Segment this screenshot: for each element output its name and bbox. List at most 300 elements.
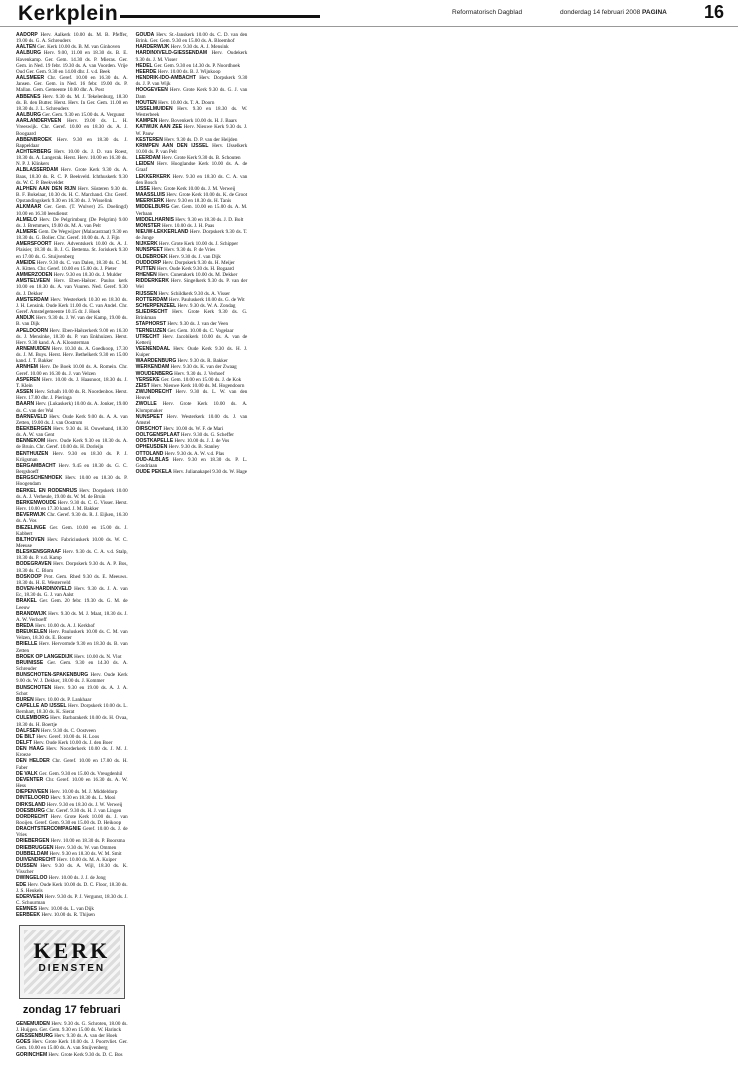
- listing-text: Herv. Adventskerk 10.00 ds. A. J. Plaisier, 18.30 ds. B. J. G. Bettema. St. Joriskerk 9.30 en 17.00 ds. G. Stuijvenberg: [16, 241, 128, 260]
- listing-entry: [136, 174, 248, 186]
- listing-place: LEIDEN: [135, 161, 154, 168]
- listing-place: RIJSSEN: [135, 290, 158, 297]
- listing-place: BREUKELEN: [16, 629, 48, 636]
- listing-text: Herv. Dorpskerk 9.30 ds. T. de Jonge: [135, 229, 248, 242]
- listing-place: BEEKBERGEN: [16, 426, 52, 432]
- listing-place: ALBLASSERDAM: [16, 167, 58, 174]
- listing-place: KRIMPEN AAN DEN IJSSEL: [135, 142, 209, 149]
- listing-entry: [136, 309, 248, 321]
- listing-place: GENEMUIDEN: [16, 1020, 50, 1027]
- listing-text: Herv. 9.30 ds. J. W. van der Kamp, 19.00 ds. B. van Dijk: [16, 315, 128, 328]
- listing-place: EERBEEK: [16, 912, 41, 919]
- listing-place: GOUDA: [135, 32, 155, 38]
- listing-text: Ger. Gem. 9.30 en 15.00 ds. Vreugdenhil: [38, 770, 123, 777]
- listing-text: Herv. Oudekerk 9.30 ds. J. M. Visser: [135, 50, 248, 63]
- listing-place: BUNSCHOTEN-SPAKENBURG: [16, 672, 89, 679]
- listing-place: DALFSEN: [16, 727, 40, 734]
- listing-text: Herv. Oude Kerk 10.00 ds. D. C. Floor, 18.30 ds. J. S. Heukels: [16, 881, 128, 894]
- listing-place: DE VALK: [16, 770, 38, 777]
- listing-text: Herv. 9.30 en 18.30 ds. H. Tanis: [165, 198, 232, 205]
- listing-text: Herv. 9.30 ds. K. van der Zwaag: [170, 364, 237, 371]
- listing-place: BIEZELINGE: [16, 524, 47, 531]
- listing-entry: [16, 586, 128, 598]
- listing-text: Herv. Westerkerk 10.00 ds. J. van Amstel: [135, 413, 248, 426]
- listing-entry: [16, 315, 128, 327]
- section-title: Kerkplein: [18, 2, 119, 25]
- listing-place: WAARDENBURG: [135, 358, 177, 365]
- listing-text: Herv. 9.30 en 18.30 ds. W. M. Smit: [49, 850, 122, 857]
- listing-place: MAASSLUIS: [135, 192, 166, 199]
- listing-entry: [16, 537, 128, 549]
- listing-text: Herv. 9.30 ds. H. Ouwehand, 18.30 ds. A. W. van Gent: [16, 426, 128, 439]
- page-header: [0, 0, 738, 27]
- listing-place: BERGSCHENHOEK: [16, 475, 63, 482]
- listing-place: OLDEBROEK: [135, 253, 168, 260]
- listing-entry: [136, 32, 248, 44]
- listing-text: Herv. Hooglandse Kerk 10.00 ds. A. de Graaf: [135, 161, 248, 174]
- listing-place: CULEMBORG: [16, 715, 49, 722]
- listing-text: Herv. Oude Kerk 9.00 ds. A. A. van Zetten, 19.00 ds. J. van Oostrum: [16, 413, 128, 426]
- listing-text: Herv. 9.30 ds. L. W. van den Heuvel: [135, 389, 248, 402]
- listing-text: Herv. IJsselkerk 10.00 ds. P. van Pelt: [135, 142, 248, 155]
- listing-place: RHENEN: [135, 272, 157, 279]
- listing-entry: [16, 118, 128, 136]
- listing-text: Herv. 9.30 ds. B. Stanley: [168, 444, 220, 451]
- listing-entry: [16, 451, 128, 463]
- listing-entry: [16, 1021, 128, 1033]
- listing-text: Herv. Nieuwe Kerk 9.30 ds. J. W. Pauw: [135, 124, 248, 137]
- listing-place: BOSKOOP: [16, 573, 42, 580]
- kerkdiensten-logo-block: [16, 921, 128, 1017]
- listing-text: Herv. 9.30 ds. D. P. van der Heijden: [164, 136, 238, 143]
- listing-place: DORDRECHT: [16, 813, 48, 820]
- listing-place: ARNHEM: [16, 364, 38, 371]
- listing-place: BEVERWIJK: [16, 512, 46, 519]
- listing-entry: [136, 106, 248, 118]
- listing-text: Herv. Grote Kerk 10.00 ds. K. de Groot: [166, 192, 248, 199]
- listing-place: WERKENDAM: [135, 364, 170, 371]
- listing-text: Herv. 9.30 ds. G. Scheffer: [180, 432, 234, 439]
- listing-entry: [16, 260, 128, 272]
- listing-place: ARNEMUIDEN: [16, 345, 50, 352]
- listing-text: Herv. 10.00 ds. W. F. de Mari: [163, 426, 224, 432]
- listing-text: Herv. Fabriciuskerk 10.00 ds. W. C. Meeuse: [16, 536, 128, 549]
- listing-entry: [136, 389, 248, 401]
- listing-text: Herv. Jacobikerk 10.00 ds. A. van de Ketterij: [135, 333, 248, 346]
- listing-place: AMMERZODEN: [16, 272, 53, 279]
- listing-place: MIDDELBURG: [135, 204, 170, 211]
- listing-place: EDE: [16, 881, 27, 888]
- listing-entry: [16, 204, 128, 216]
- listing-text: Herv. Barbarakerk 10.00 ds. H. Ovaa, 18.30 ds. H. Boertje: [16, 715, 128, 728]
- listing-place: BROEK OP LANGEDIJK: [16, 653, 73, 660]
- listing-entry: [16, 641, 128, 653]
- listing-place: DIRKSLAND: [16, 801, 46, 808]
- listing-entry: [16, 377, 128, 389]
- listing-entry: [16, 50, 128, 75]
- listing-entry: [136, 457, 248, 469]
- listing-text: Herv. 9.30 ds. W. van Ommen: [54, 844, 117, 851]
- listing-entry: [136, 143, 248, 155]
- listing-entry: [16, 149, 128, 167]
- listing-entry: [16, 629, 128, 641]
- listing-entry: [16, 297, 128, 315]
- listing-text: Herv. Oude Kerk 9.30 ds. H. J. Kuiper: [135, 345, 248, 359]
- listing-text: Herv. Dorpskerk 10.00 ds. A. J. Verheule, 19.00 ds. W. M. de Bruin: [16, 487, 128, 500]
- listing-text: Chr. Geref. 9.30 ds. R. J. Eijken, 16.30 ds. A. Vos: [16, 512, 128, 525]
- listing-entry: [16, 475, 128, 487]
- listing-text: Herv. 10.00 ds. N. Vlot: [74, 653, 122, 660]
- listing-place: AMEIDE: [16, 259, 36, 266]
- listing-place: BARNEVELD: [16, 413, 48, 420]
- listing-place: TERNEUZEN: [135, 327, 167, 334]
- listing-text: Herv. 9.30 en 18.30 ds. P. J. Kriigsman: [16, 450, 128, 463]
- listing-text: Herv. 10.00 ds. M. J. Middeldorp: [49, 789, 118, 796]
- listing-place: ROTTERDAM: [135, 296, 168, 303]
- listing-text: Herv. Hervormde 9.30 en 18.30 ds. B. van Zetten: [16, 641, 128, 654]
- listing-place: BERKEL EN RODENRIJS: [16, 487, 78, 494]
- listing-place: NUNSPEET: [135, 413, 163, 420]
- listing-entry: [16, 75, 128, 93]
- listing-text: Herv. 9.30 ds. G. Schroten, 18.00 ds. J. Huijgen. Ger. Gem. 9.30 en 15.00 ds. W. Harinck: [16, 1020, 128, 1033]
- listing-entry: [16, 611, 128, 623]
- listing-entry: [16, 217, 128, 229]
- listing-entry: [16, 574, 128, 586]
- listing-text: Herv. 10.00 ds. J. D. van Roest, 18.30 ds. A. Langerak. Herst. Herv. 10.00 en 16.30 ds. N. P. J. Klinkers: [16, 148, 128, 168]
- listing-place: LEERDAM: [135, 155, 161, 162]
- listing-place: HOOGEVEEN: [135, 87, 168, 94]
- listing-text: Herv. 9.30 ds. M. J. Tekelenburg, 18.30 ds. B. den Butter. Herst. Herv. In Ger. Gem. 11.00 en 18.30 ds. J. L. Schreuders: [16, 93, 128, 112]
- listing-place: BENNEKOM: [16, 438, 46, 445]
- listing-place: BRAKEL: [16, 598, 37, 605]
- listing-place: OPHEUSDEN: [135, 444, 168, 451]
- listing-text: Herv. 9.30 en 18.30 ds. J. Mulder: [53, 272, 122, 279]
- listing-text: Herv. 9.30 ds. C. G. Visser. Herst. Herv. 10.00 en 17.30 kand. J. M. Bakker: [16, 499, 128, 513]
- listing-place: DOESBURG: [16, 807, 45, 814]
- listing-entry: [16, 278, 128, 296]
- listing-place: OTTOLAND: [135, 450, 164, 457]
- listing-place: DIEPENVEEN: [16, 789, 49, 796]
- listing-entry: [16, 525, 128, 537]
- listing-place: DE BILT: [16, 733, 36, 740]
- listing-place: ALMERE: [16, 229, 38, 235]
- page-word: PAGINA: [642, 9, 667, 16]
- listing-text: Herv. Geref. 10.00 ds. H. Loos: [36, 733, 100, 740]
- listing-entry: [16, 1039, 128, 1051]
- listing-place: DRIEBERGEN: [16, 838, 50, 845]
- listing-text: Herv. 9.30 ds. J. A. van Ec, 18.30 ds. G. J. van Aalst: [16, 586, 128, 599]
- listing-text: Herv. 10.00 ds. P. Lankhaar: [35, 696, 92, 703]
- listing-place: OOLTGENSPLAAT: [135, 432, 180, 439]
- listing-place: AMSTELVEEN: [16, 278, 50, 285]
- listing-place: ALKMAAR: [16, 204, 42, 211]
- listing-entry: [136, 278, 248, 290]
- listing-place: NIEUW-LEKKERLAND: [135, 229, 189, 235]
- service-date: zondag 17 februari: [22, 1003, 121, 1016]
- listing-text: Herv. 10.00 ds. B. J. Wijnkoop: [157, 68, 221, 75]
- listing-entry: [16, 463, 128, 475]
- listing-entry: [16, 863, 128, 875]
- listing-text: Herv. De Boek 10.00 ds. A. Romein. Chr. Geref. 10.00 en 16.30 ds. J. van Velzen: [16, 364, 128, 377]
- listing-place: GOES: [16, 1039, 31, 1046]
- listing-place: AMERSFOORT: [16, 241, 52, 248]
- listing-place: AALBURG: [16, 112, 41, 119]
- listing-entry: [16, 137, 128, 149]
- logo-line2: DIENSTEN: [38, 962, 106, 974]
- listing-place: YERSEKE: [135, 376, 160, 383]
- listing-place: BREDA: [16, 623, 34, 629]
- listing-place: NIJKERK: [135, 241, 158, 248]
- listing-place: DEN HELDER: [16, 758, 50, 765]
- listing-entry: [16, 758, 128, 770]
- listing-text: Herv. Grote Kerk 10.00 ds. J. M. Verweij: [151, 185, 236, 192]
- listing-text: Herv. 10.00 en 18.30 ds. P. Hoogendam: [16, 475, 128, 488]
- listing-text: Herv. 9.30 ds. C. A. v.d. Stalp, 18.30 ds. P. v.d. Kamp: [16, 549, 128, 562]
- listing-text: Herv. Dorpskerk 9.30 ds. J. P. van Wijk: [135, 75, 248, 88]
- listing-entry: [16, 229, 128, 241]
- listing-text: Herv. Cunerakerk 10.00 ds. M. Dekker: [158, 272, 238, 279]
- listing-place: ZEIST: [135, 382, 150, 389]
- listing-text: Herv. 19.00 ds. L. H. Vreeswijk. Chr. Geref. 10.00 en 18.30 ds. A. J. Boogaard: [16, 118, 128, 137]
- listing-place: SLIEDRECHT: [135, 309, 168, 316]
- listing-text: Herv. 10.30 ds. A. Goedkoop, 17.30 ds. J. M. Buys. Herst. Herv. Bethelkerk 9.30 en 15.00 kand. J. T. Bakker: [16, 345, 128, 365]
- listing-text: Herv. 9.30 ds. J. van Dijk: [168, 253, 221, 260]
- listing-entry: [16, 746, 128, 758]
- listing-place: BRUINISSE: [16, 659, 44, 666]
- listing-text: Chr. Geref. 10.00 en 17.00 ds. H. Faber: [16, 758, 128, 771]
- listing-text: Herv. Schalh 10.00 ds. R. Noordenbos. Herst. Herv. 17.00 dhr. J. Pieringa: [16, 389, 128, 402]
- listing-place: AALSMEER: [16, 75, 45, 82]
- listing-place: OUD-ALBLAS: [135, 456, 169, 463]
- listing-text: Gem. De Wegwijzer (Malacastraat) 9.30 en 18.30 ds. G. Bolier. Chr. Geref. 10.00 ds. A. J. Fijn: [16, 229, 128, 242]
- date-label: donderdag 14 februari 2008: [560, 9, 641, 16]
- listing-place: ZWIJNDRECHT: [135, 389, 173, 396]
- listing-place: DEN HAAG: [16, 746, 44, 753]
- listing-place: LEKKERKERK: [135, 173, 171, 180]
- listing-place: ALMELO: [16, 216, 38, 223]
- listing-text: Herv. Nieuwe Kerk 10.00 ds. M. Hogendoorn: [151, 382, 245, 389]
- listing-entry: [16, 685, 128, 697]
- listing-place: BUREN: [16, 696, 34, 703]
- listing-text: Ger. Gem. 10.00 en 15.00 ds. J. Kabbert: [16, 524, 128, 537]
- publication-name: Reformatorisch Dagblad: [452, 9, 523, 16]
- listing-text: Herv. Singelkerk 9.30 ds. P. van der Wel: [135, 278, 248, 291]
- listing-text: Herv. Grote Kerk 9.30 ds. A. Baas, 18.30 ds. R. C. P. Beekveld. Ichthuskerk 9.30 ds. W. C. P. Beekveldet: [16, 167, 128, 186]
- listing-text: Herv. 9.30 ds. A. van der Hoek: [54, 1033, 118, 1040]
- listing-text: Herv. 9.30 en 18.30 ds. J. D. Bolt: [175, 216, 244, 223]
- listing-place: AARLANDERVEEN: [16, 118, 62, 125]
- listing-place: MEERKERK: [135, 198, 165, 205]
- listing-text: Herv. Grote Kerk 10.00 ds. J. Schipper: [158, 241, 239, 248]
- listing-place: DINTELOORD: [16, 795, 50, 802]
- listing-entry: [16, 882, 128, 894]
- listing-entry: [16, 894, 128, 906]
- listing-place: HEERDE: [135, 68, 157, 75]
- listing-text: Herv. 10.00 ds. J. H. Paas: [161, 222, 215, 229]
- listing-text: Herv. 9.30 ds. A. W. v.d. Plas: [164, 450, 225, 457]
- listing-text: Herv. 10.00 ds. J. J. de Jong: [48, 875, 106, 882]
- listing-place: AMSTERDAM: [16, 296, 49, 303]
- listing-entry: [16, 438, 128, 450]
- listing-text: Herv. 9.45 en 18.30 ds. G. C. Bergshoeff: [16, 462, 128, 476]
- listing-text: Prot. Gem. Rhed 9.30 ds. E. Meeuws. 18.30 ds. H. E. Westerveld: [16, 573, 128, 586]
- listing-place: UTRECHT: [135, 333, 160, 340]
- listing-entry: [16, 389, 128, 401]
- listing-text: Herv. Grote Kerk 10.00 ds. J. Poortvliet. Ger. Gem. 10.00 en 15.00 ds. A. van Stuijvenberg: [16, 1039, 128, 1052]
- listing-place: DUSSEN: [16, 863, 37, 870]
- listing-entry: [16, 512, 128, 524]
- listing-entry: [16, 426, 128, 438]
- listing-entry: [16, 598, 128, 610]
- listing-entry: [136, 124, 248, 136]
- listing-entry: [16, 703, 128, 715]
- listing-place: AALBURG: [16, 50, 41, 57]
- listing-place: ABBENES: [16, 93, 41, 100]
- listing-place: KESTEREN: [135, 136, 163, 143]
- listing-entry: [16, 167, 128, 185]
- listing-place: BERKENWOUDE: [16, 499, 57, 506]
- listing-place: OUDE PEKELA: [135, 469, 172, 476]
- listing-place: MONSTER: [135, 222, 161, 229]
- listing-place: ANDIJK: [16, 315, 35, 322]
- listing-text: Herv. 9.30 ds. W. A. Zondag: [177, 302, 236, 309]
- listing-text: Ger. Gem. 10.00 en 15.00 ds. A. M. Verbaan: [135, 204, 248, 217]
- listing-text: Herv. Oude Kerk 9.00 ds. W. J. Dekker, 18.00 ds. J. Kommer: [16, 672, 128, 685]
- listing-text: Herv. Pauluskerk 10.00 ds. C. M. van Velzen, 18.30 ds. E. Bouter: [16, 629, 128, 642]
- listing-place: GORINCHEM: [16, 1051, 48, 1058]
- listing-entry: [16, 401, 128, 413]
- listing-place: RIDDERKERK: [135, 278, 169, 285]
- listing-place: EEMNES: [16, 906, 38, 913]
- listing-text: Ger. Gem. 9.30 en 15.00 ds. A. Vergunst: [42, 112, 125, 119]
- listing-entry: [16, 32, 128, 44]
- listing-place: ABBENBROEK: [16, 136, 52, 143]
- listing-entry: [136, 229, 248, 241]
- listing-text: Herv. 9.30 ds. P. de Vries: [164, 247, 216, 254]
- listing-text: Herv. Dorpskerk 9.30 ds. A. P. Bos, 18.30 ds. C. Blom: [16, 561, 128, 574]
- listing-text: Herv. Eben-Haëzerkerk 9.00 en 16.30 ds. J. Mensinke, 18.30 ds. P. van Enkhuizen. Herst. Herv. 9.30 kand. A. A. Kloosterman: [16, 327, 128, 346]
- listing-text: Herv. Aalkerk 10.00 ds. M. B. Pfeffer, 19.00 ds. G. A. Schreuders: [16, 32, 128, 45]
- listing-text: Herv. 9.30 ds. R. Bakker: [177, 358, 228, 365]
- listing-place: BRIELLE: [16, 641, 38, 648]
- listing-place: BOVEN-HARDINXVELD: [16, 586, 72, 593]
- listing-entry: [16, 826, 128, 838]
- listing-text: Herv. 10.00 ds. R. Thijsen: [41, 912, 95, 919]
- listing-place: HEDEL: [135, 62, 153, 69]
- listing-text: Ger. Gem. 9.30 en 14.30 ds. P. Noordhoek: [153, 62, 241, 69]
- listing-place: OUDDORP: [135, 259, 162, 266]
- listing-text: Herv. 9.30 ds. J. Verhoef: [174, 370, 225, 377]
- listing-place: DUBBELDAM: [16, 850, 49, 857]
- listing-text: Geref. 10.00 ds. J. de Vries: [16, 826, 128, 839]
- listing-place: DEVENTER: [16, 776, 44, 783]
- listing-entry: [136, 334, 248, 346]
- listing-place: HARDINXVELD-GIESSENDAM: [135, 50, 208, 57]
- listing-entry: [136, 346, 248, 358]
- listing-place: ALPHEN AAN DEN RIJN: [16, 185, 76, 192]
- issue-date: [560, 9, 667, 16]
- listing-place: CAPELLE AD IJSSEL: [16, 703, 67, 710]
- listing-text: Herv. Oude Kerk 10.00 ds. J. den Boer: [33, 739, 113, 746]
- listing-text: Herv. Dorpskerk 9.30 ds. H. Meijer: [162, 259, 235, 266]
- listing-place: BLESKENSGRAAF: [16, 549, 62, 556]
- listing-place: DELFT: [16, 739, 33, 746]
- listing-text: Herv. Eben-Haëzer. Paulus kerk 10.00 en 18.30 ds. A. van Vuuren. Ned. Geref. 9.30 ds. J. Dekker: [16, 278, 128, 297]
- listing-entry: [16, 561, 128, 573]
- listing-entry: [16, 549, 128, 561]
- listing-text: Ger. Gem. 10.00 ds. C. Vogelaar: [167, 327, 234, 334]
- listing-place: SCHERPENZEEL: [135, 302, 177, 309]
- listing-text: Herv. 9.30 en 19.00 ds. A. J. A. Schot: [16, 684, 128, 697]
- listing-text: Herv. 9.30 ds. M. J. Maat, 18.30 ds. J. A. W. Verhoeff: [16, 610, 128, 623]
- listing-place: BILTHOVEN: [16, 536, 45, 543]
- listing-text: Herv. 10.00 ds. A. J. Kerkhof: [35, 623, 95, 629]
- listing-text: Herv. Westerkerk 10.30 en 18.30 ds. J. H. Lensink. Oude Kerk 11.00 ds. C. van Andel. Chr. Geref. Amstelgemeente 10.15 dr. J. Hoek: [16, 296, 128, 316]
- listing-place: STAPHORST: [135, 321, 167, 328]
- listing-text: Herv. Noorderkerk 10.00 ds. J. M. J. Kroeze: [16, 746, 128, 759]
- listing-entry: [136, 469, 248, 475]
- listing-place: KATWIJK AAN ZEE: [135, 124, 183, 131]
- listing-place: AALTEN: [16, 44, 36, 51]
- listing-place: ACHTERBERG: [16, 148, 52, 155]
- listing-place: BENTHUIZEN: [16, 450, 49, 457]
- listing-text: Herv. 9.30 ds. A. J. Mensink: [170, 44, 229, 51]
- listing-text: Herv. 9.00, 11.00 en 18.30 ds. B. E. Havenkamp. Ger. Gem. 14.30 ds. P. Mieras. Ger. Gem. in Ned. 19 febr. 19.30 ds. A. van Voorden. Vrije Oud Ger. Gem. 9.30 en 14.00 dhr. J. v.d. Beek: [16, 50, 128, 75]
- listing-text: Chr. Geref. 9.30 ds. H. J. van Lingen: [46, 807, 122, 814]
- listing-place: DRIEBRUGGEN: [16, 844, 54, 851]
- listing-text: Herv. Oude Kerk 9.30 ds. H. Bogaard: [156, 265, 234, 272]
- listing-entry: [16, 346, 128, 364]
- listing-text: Ger. Gem. 20 febr. 19.30 ds. G. M. de Leeuw: [16, 598, 128, 611]
- listing-text: Herv. 9.30 en 18.30 ds. L. Mooi: [50, 795, 116, 802]
- listing-place: IJSSELMUIDEN: [135, 105, 173, 112]
- listing-place: DWINGELOO: [16, 875, 48, 882]
- listing-text: Herv. Bovenkerk 10.00 ds. H. J. Baars: [158, 118, 237, 125]
- listing-place: GIESSENBURG: [16, 1033, 53, 1040]
- listing-place: BUNSCHOTEN: [16, 684, 52, 691]
- listing-place: KAMPEN: [135, 118, 158, 125]
- listing-text: Herv. Julianakapel 9.30 ds. W. Hage: [173, 469, 247, 476]
- listing-place: ASSEN: [16, 389, 34, 396]
- listing-text: Herv. 9.30 ds. J. van der Veen: [167, 321, 229, 328]
- listing-entry: [136, 414, 248, 426]
- listing-text: Ger. Kerk 10.00 ds. B. M. van Ginhoven: [37, 44, 121, 51]
- listing-text: Herv. 9.30 ds. C. Oostveen: [40, 727, 96, 734]
- listing-text: Herv. Grote Kerk 10.00 ds. A. Klompmaker: [135, 401, 248, 414]
- listing-place: EDERVEEN: [16, 893, 44, 900]
- listing-entry: [16, 488, 128, 500]
- listing-entry: [16, 660, 128, 672]
- listing-text: Herv. 10.00 ds. T. A. Doorn: [158, 99, 215, 106]
- listing-place: BRANDWIJK: [16, 610, 47, 617]
- listing-text: Ger. Gem. (T. Wulver) 25. Doelingd) 10.00 en 16.30 leesdienst: [16, 204, 128, 217]
- listing-place: DRACHTSTERCOMPAGNIE: [16, 826, 81, 833]
- listing-text: Herv. Grote Kerk 9.30 ds. G. Brinkman: [135, 309, 248, 322]
- title-rule: [120, 15, 320, 18]
- listing-entry: [16, 777, 128, 789]
- listing-place: ASPEREN: [16, 376, 41, 383]
- listing-text: Herv. 10.00 en 18.30 ds. P. Boorsma: [50, 838, 125, 845]
- listing-text: Herv. Grote Kerk 9.30 ds. D. C. Bos: [48, 1051, 123, 1058]
- listing-text: Herv. 9.30 ds. C. van Dalen, 18.30 ds. C. M. A. Kitten. Chr. Geref. 10.00 en 15.00 ds. J. Pieter: [16, 259, 128, 272]
- listing-entry: [16, 912, 128, 918]
- listing-text: Chr. Geref. 10.00 en 16.30 ds. A. Jansen. Ger. Gem. in Ned. 16 febr. 19.00 ds. P. Mallan. Gem. Gemeente 10.00 dhr. A. Post: [16, 75, 128, 94]
- listing-text: Chr. Geref. 10.00 en 16.30 ds. A. W. Hess: [16, 776, 128, 790]
- listing-place: HARDERWIJK: [135, 44, 170, 51]
- listing-text: Herv. St.-Janskerk 10.00 ds. C. D. van den Brink. Ger. Gem. 9.30 en 15.00 ds. A. Bloemhof: [135, 32, 248, 45]
- listing-entry: [136, 161, 248, 173]
- listing-text: Herv. 9.30 ds. P. J. Vergunst, 18.30 ds. J. C. Schuurman: [16, 893, 128, 907]
